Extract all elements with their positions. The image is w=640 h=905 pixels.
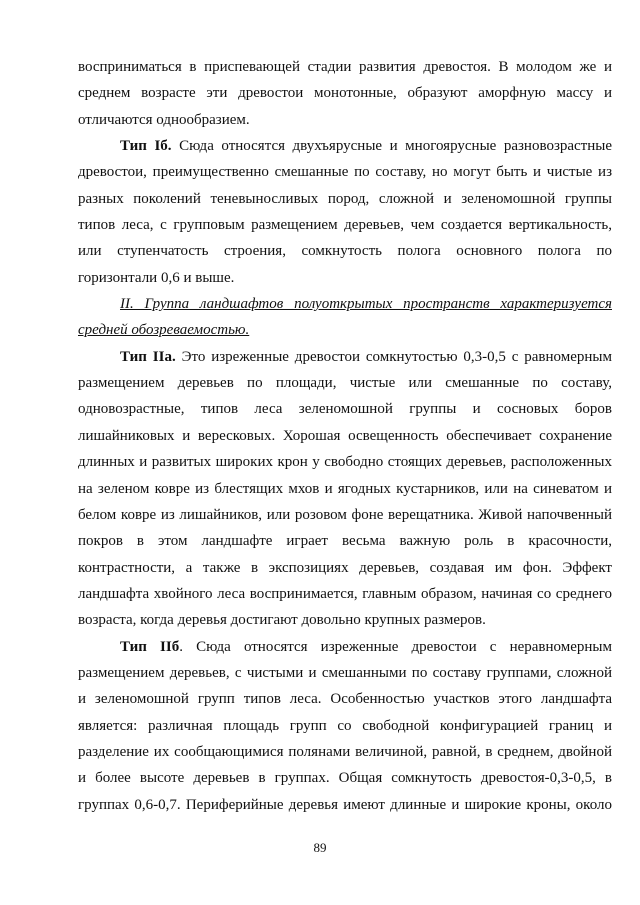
text-line: размещением деревьев по площади, чистые или смешанные по составу, — [78, 375, 612, 392]
text-line: является: различная площадь групп со свободной конфигурацией границ и — [78, 717, 612, 734]
group-heading-line — [78, 291, 612, 317]
paragraph-type-2b-first-line — [78, 634, 612, 660]
text-line: группах 0,6-0,7. Периферийные деревья имеют длинные и широкие кроны, около — [78, 796, 612, 813]
text-line: типов леса, с групповым размещением деревьев, чем создается вертикальность, — [78, 217, 612, 234]
body-text — [78, 54, 612, 818]
text-line: древостои, преимущественно смешанные по составу, но могут быть и чистые из — [78, 164, 612, 181]
text-line: возраста, когда деревья достигают довольно крупных размеров. — [78, 612, 486, 629]
text-line: разделение их сообщающимися полянами величиной, равной, в среднем, двойной — [78, 743, 612, 760]
text-line: отличаются однообразием. — [78, 111, 250, 128]
type-heading: Тип IIб — [120, 638, 180, 655]
text-line: . Сюда относятся изреженные древостои с неравномерным — [179, 638, 612, 655]
text-line: покров в этом ландшафте играет весьма важную роль в красочности, — [78, 533, 612, 550]
text-line: на зеленом ковре из блестящих мхов и ягодных кустарников, или на синеватом и — [78, 480, 612, 497]
text-line: ландшафта хвойного леса воспринимается, главным образом, начиная со среднего — [78, 585, 612, 602]
text-line: среднем возрасте эти древостои монотонные, образуют аморфную массу и — [78, 85, 612, 102]
type-heading: Тип Iб. — [120, 138, 172, 155]
text-line: разных поколений теневыносливых пород, сложной и зеленомошной группы — [78, 190, 612, 207]
text-line: размещением деревьев, с чистыми и смешанными по составу группами, сложной — [78, 664, 612, 681]
text-line: и зеленомошной групп типов леса. Особенностью участков этого ландшафта — [78, 691, 612, 708]
paragraph-type-2a-first-line — [78, 344, 612, 370]
text-line: и более высоте деревьев в группах. Общая сомкнутость древостоя-0,3-0,5, в — [78, 770, 612, 787]
text-line: или ступенчатость строения, сомкнутость полога основного полога по — [78, 243, 612, 260]
text-line: одновозрастные, типов леса зеленомошной группы и сосновых боров — [78, 401, 612, 418]
text-line: Это изреженные древостои сомкнутостью 0,3-0,5 с равномерным — [181, 348, 613, 365]
text-line: горизонтали 0,6 и выше. — [78, 269, 235, 286]
text-line: белом ковре из лишайников, или розовом фоне верещатника. Живой напочвенный — [78, 506, 612, 523]
type-heading: Тип IIа. — [120, 348, 176, 365]
group-heading-text: средней обозреваемостью. — [78, 322, 250, 339]
text-line: Сюда относятся двухъярусные и многоярусные разновозрастные — [179, 138, 613, 155]
paragraph-type-1b-first-line — [78, 133, 612, 159]
text-line: длинных и развитых широких крон у свободно стоящих деревьев, расположенных — [78, 454, 612, 471]
text-line: восприниматься в приспевающей стадии развития древостоя. В молодом же и — [78, 59, 612, 75]
text-line: контрастности, а также в экспозициях деревьев, создавая им фон. Эффект — [78, 559, 612, 576]
text-line: лишайниковых и вересковых. Хорошая освещенность обеспечивает сохранение — [78, 427, 612, 444]
page-number: 89 — [313, 840, 327, 855]
group-heading-text: II. Группа ландшафтов полуоткрытых пространств характеризуется — [120, 296, 612, 313]
group-heading-line — [78, 317, 612, 343]
